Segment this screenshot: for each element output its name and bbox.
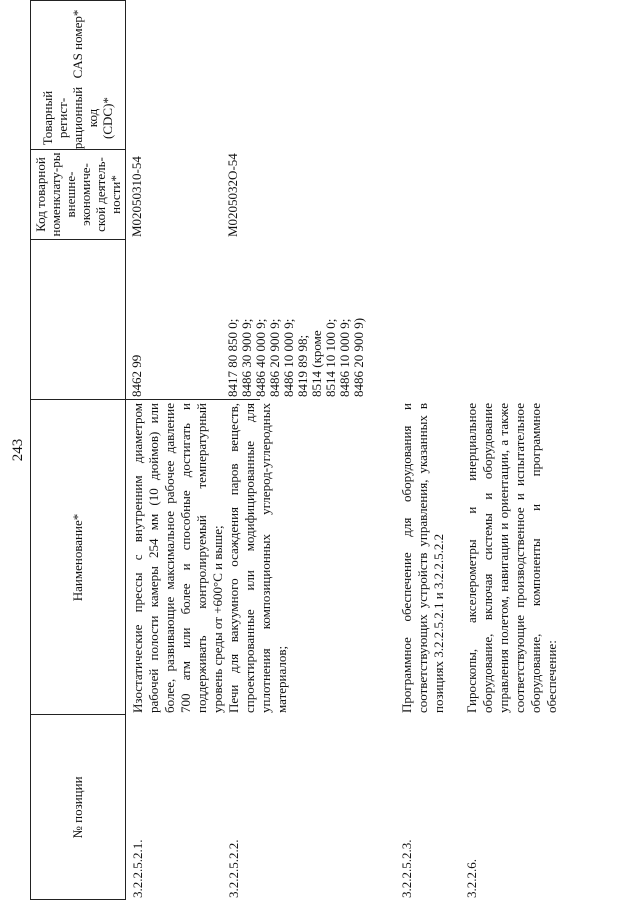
row-2-code-line-2: 8486 30 900 9; bbox=[239, 318, 254, 397]
row-2-code-line-3: 8486 40 000 9; bbox=[253, 318, 268, 397]
header-name: Наименование* bbox=[70, 513, 85, 602]
row-2-code-line-6: 8419 89 98; bbox=[295, 334, 310, 397]
col-divider-3 bbox=[30, 239, 125, 240]
row-2-cdc: M0205032О-54 bbox=[225, 153, 240, 237]
header-bottom-border bbox=[125, 0, 126, 900]
row-1-name: Изостатические прессы с внутренним диаметром рабочей полости камеры 254 мм (10 дюймов) или более, развивающие максимальное рабочее давление 700 атм или более и способные достигать и поддерживать контролируемый температурный уровень среды от +600°C и выше; bbox=[130, 403, 225, 713]
col-divider-2 bbox=[30, 399, 260, 400]
row-2-name: Печи для вакуумного осаждения паров веществ, спроектированные или модифицированные для уплотнения композиционных углерод-углеродных материалов; bbox=[226, 403, 289, 713]
header-cdc: Товарный регист-рационный код (CDC)* bbox=[40, 86, 115, 150]
row-3-position: 3.2.2.5.2.3. bbox=[399, 839, 414, 898]
row-2-code-line-9: 8486 10 000 9; bbox=[337, 318, 352, 397]
row-2-code-line-4: 8486 20 900 9; bbox=[267, 318, 282, 397]
header-code: Код товарной номенклату-ры внешне-экономиче-ской деятель-ности* bbox=[32, 152, 123, 237]
header-position: № позиции bbox=[70, 776, 85, 839]
row-2-code-line-7: 8514 (кроме bbox=[309, 330, 324, 397]
positions-table bbox=[30, 0, 640, 900]
col-divider-4 bbox=[30, 149, 125, 150]
row-1-position: 3.2.2.5.2.1. bbox=[130, 839, 145, 898]
row-2-code-line-8: 8514 10 100 0; bbox=[323, 318, 338, 397]
page-number: 243 bbox=[10, 438, 26, 462]
col-divider-1 bbox=[30, 714, 125, 715]
row-2-code-line-10: 8486 20 900 9) bbox=[351, 317, 366, 397]
row-3-name: Программное обеспечение для оборудования и соответствующих устройств управления, указанных в позициях 3.2.2.5.2.1 и 3.2.2.5.2.2 bbox=[399, 403, 446, 713]
row-2-code-line-1: 8417 80 850 0; bbox=[225, 318, 240, 397]
row-2-code-line-5: 8486 10 000 9; bbox=[281, 318, 296, 397]
table-top-border bbox=[30, 0, 31, 900]
header-cas: CAS номер* bbox=[70, 9, 85, 79]
row-1-cdc: M02050310-54 bbox=[129, 156, 144, 237]
row-4-name: Гироскопы, акселерометры и инерциальное оборудование, включая системы и оборудование управления полетом, навигации и ориентации, а также соответствующие производственное и испытательное оборудование, компоненты и программное обеспечение: bbox=[464, 403, 559, 713]
table-right-border bbox=[30, 0, 125, 1]
row-2-position: 3.2.2.5.2.2. bbox=[226, 839, 241, 898]
row-1-code: 8462 99 bbox=[129, 354, 144, 397]
row-4-position: 3.2.2.6. bbox=[464, 859, 479, 898]
